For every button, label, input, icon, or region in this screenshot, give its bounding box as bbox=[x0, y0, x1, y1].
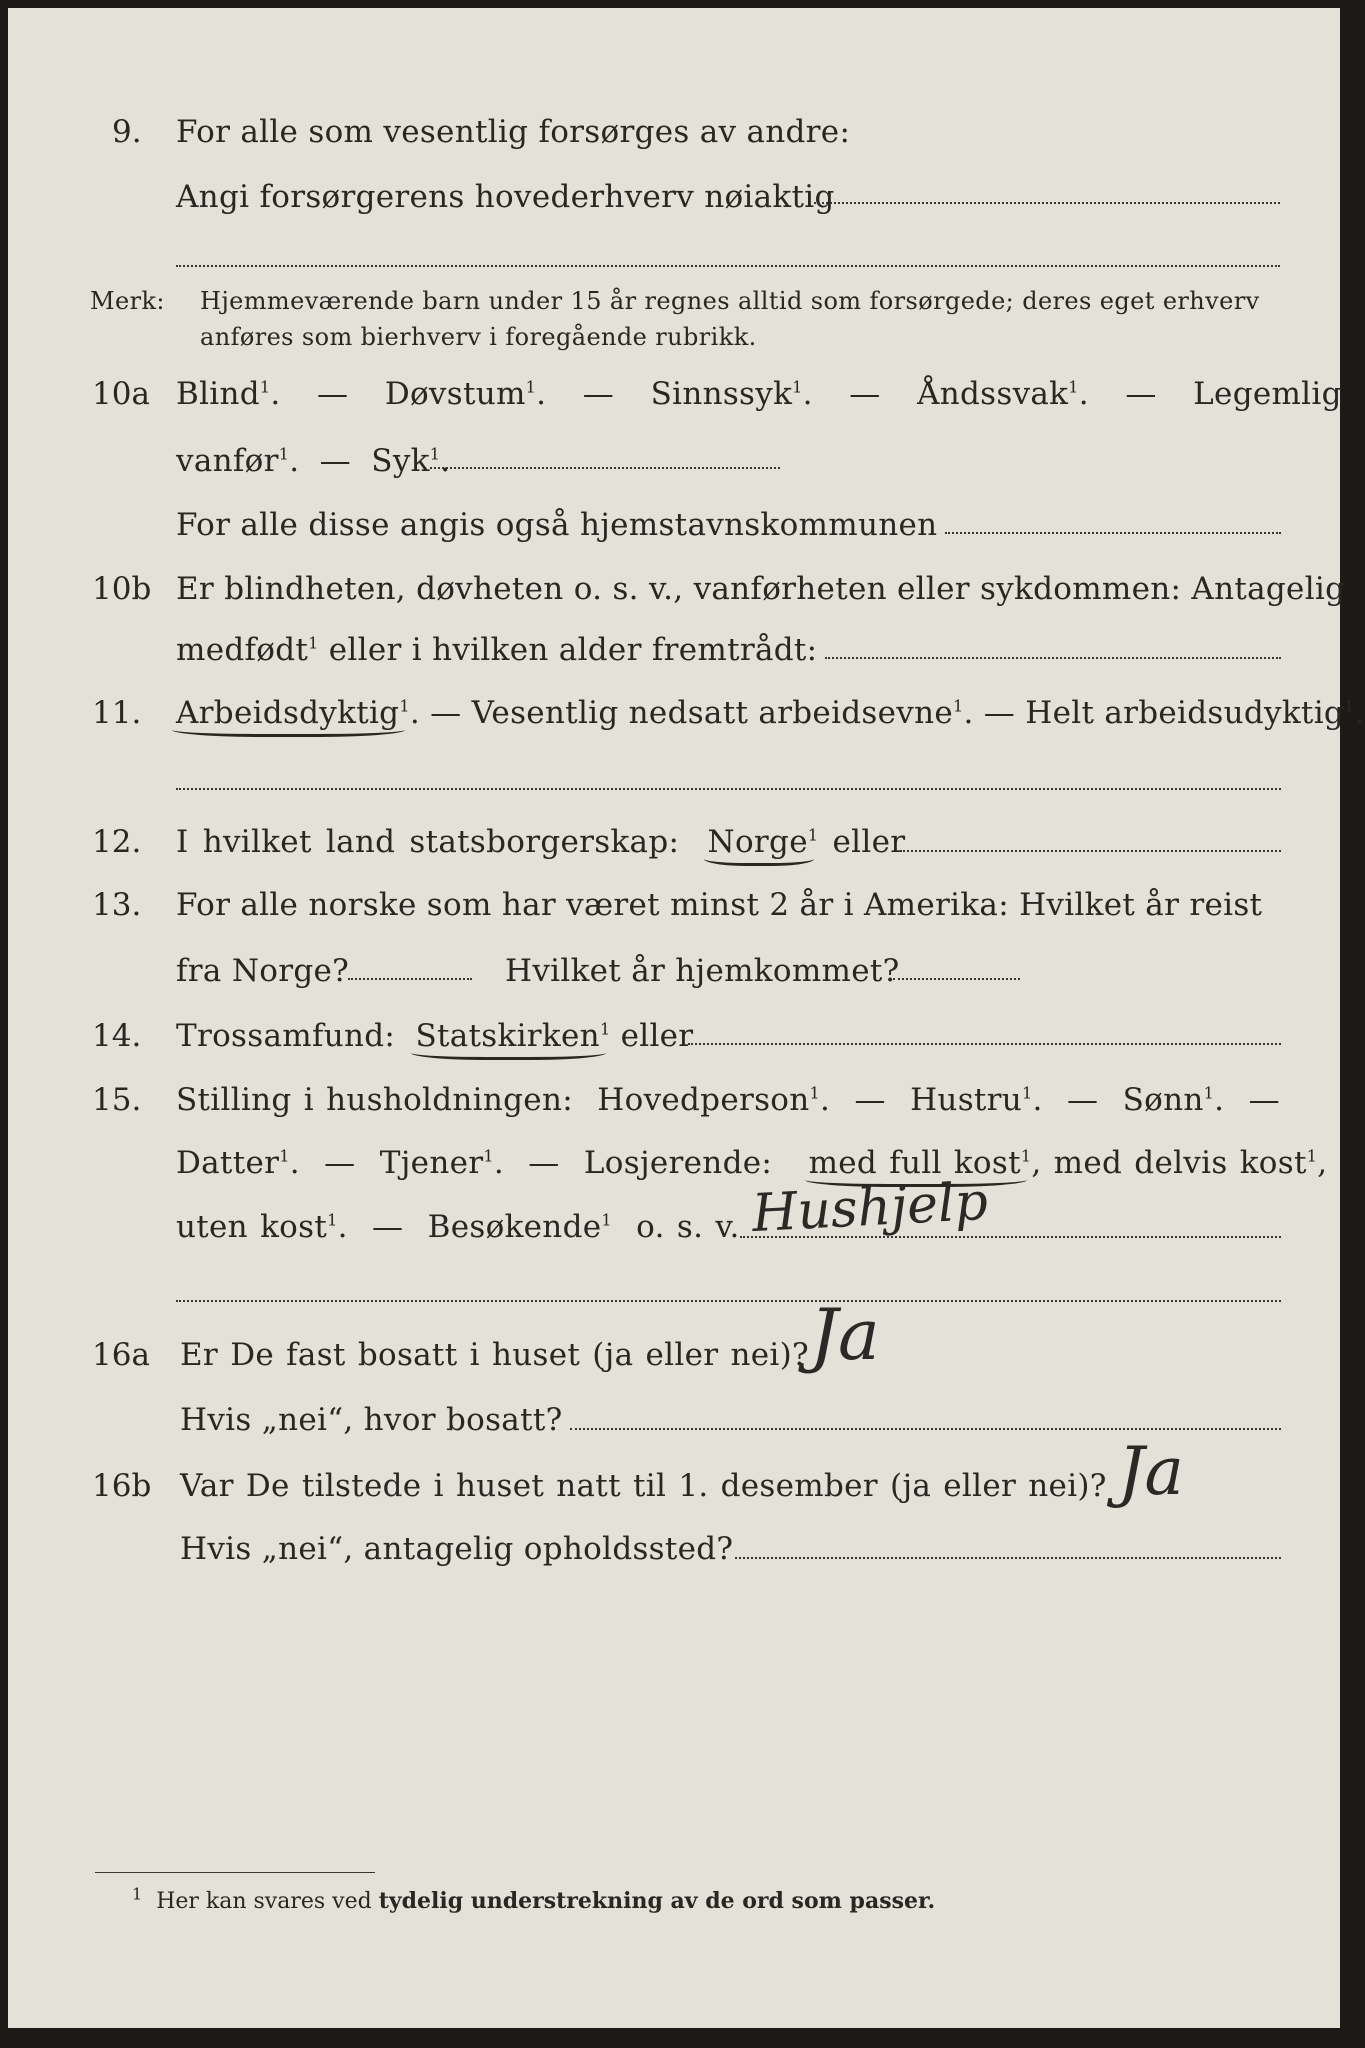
option-med-full-kost-selected[interactable]: med full kost bbox=[808, 1145, 1021, 1181]
q16b-number: 16b bbox=[92, 1468, 152, 1504]
q11-line: Arbeidsdyktig$^1$. — Vesentlig nedsatt arbeidsevne$^1$. — Helt arbeidsudyktig$^1$. bbox=[176, 695, 1365, 731]
q10b-line2: medfødt$^1$ eller i hvilken alder fremtrådt: bbox=[176, 632, 818, 668]
q12-answer-line bbox=[900, 850, 1281, 852]
q9-answer-line bbox=[814, 202, 1280, 204]
q16b-line1: Var De tilstede i huset natt til 1. desember (ja eller nei)? bbox=[180, 1468, 1107, 1504]
q13-number: 13. bbox=[92, 887, 142, 923]
q10b-number: 10b bbox=[92, 571, 152, 607]
q15-number: 15. bbox=[92, 1082, 142, 1118]
q15-line3: uten kost$^1$. — Besøkende$^1$ o. s. v. bbox=[176, 1209, 740, 1245]
option-syk[interactable]: Syk bbox=[371, 443, 430, 479]
merk-line1: Hjemmeværende barn under 15 år regnes alltid som forsørgede; deres eget erhverv bbox=[200, 287, 1260, 315]
q16a-number: 16a bbox=[92, 1337, 150, 1373]
q11-number: 11. bbox=[92, 695, 142, 731]
merk-label: Merk: bbox=[90, 287, 165, 315]
q16a-answer-line bbox=[570, 1428, 1281, 1430]
q10a-number: 10a bbox=[92, 376, 150, 412]
q9-answer-line-2 bbox=[176, 265, 1280, 267]
option-statskirken-selected[interactable]: Statskirken bbox=[415, 1018, 600, 1054]
q13-line2a: fra Norge? bbox=[176, 953, 350, 989]
option-vanfor[interactable]: vanfør bbox=[176, 443, 279, 479]
option-datter[interactable]: Datter bbox=[176, 1145, 280, 1181]
q14-answer-line bbox=[688, 1043, 1281, 1045]
q10b-line1: Er blindheten, døvheten o. s. v., vanførheten eller sykdommen: Antagelig bbox=[176, 571, 1346, 607]
option-uten-kost[interactable]: uten kost bbox=[176, 1209, 328, 1245]
q11-answer-line bbox=[176, 788, 1281, 790]
option-tjener[interactable]: Tjener bbox=[379, 1145, 484, 1181]
option-hustru[interactable]: Hustru bbox=[910, 1082, 1023, 1118]
option-andssvak[interactable]: Åndssvak bbox=[917, 376, 1069, 412]
option-medfodt[interactable]: medfødt bbox=[176, 632, 309, 668]
q12-number: 12. bbox=[92, 824, 142, 860]
option-norge-selected[interactable]: Norge bbox=[707, 824, 808, 860]
option-sinnssyk[interactable]: Sinnssyk bbox=[650, 376, 793, 412]
option-nedsatt[interactable]: Vesentlig nedsatt arbeidsevne bbox=[471, 695, 954, 731]
q10a-syk-line bbox=[430, 467, 780, 469]
footnote: $^1$ Her kan svares ved tydelig understrekning av de ord som passer. bbox=[132, 1884, 936, 1914]
option-med-delvis-kost[interactable]: med delvis kost bbox=[1053, 1145, 1307, 1181]
q10a-kommune-line bbox=[945, 532, 1281, 534]
q16b-handwritten-answer: Ja bbox=[1118, 1433, 1184, 1510]
q16a-line2: Hvis „nei“, hvor bosatt? bbox=[180, 1402, 563, 1438]
q13-hjemkommet-line bbox=[893, 978, 1020, 980]
option-legemlig[interactable]: Legemlig bbox=[1193, 376, 1342, 412]
option-dovstum[interactable]: Døvstum bbox=[384, 376, 526, 412]
q12-line: I hvilket land statsborgerskap: Norge$^1$ eller bbox=[176, 824, 906, 860]
q15-line2: Datter$^1$. — Tjener$^1$. — Losjerende: med full kost$^1$, med delvis kost$^1$, bbox=[176, 1145, 1328, 1181]
option-sonn[interactable]: Sønn bbox=[1122, 1082, 1204, 1118]
q10a-line2: vanfør$^1$. — Syk$^1$. bbox=[176, 443, 451, 479]
q9-line1: For alle som vesentlig forsørges av andre: bbox=[176, 114, 851, 150]
q14-line: Trossamfund: Statskirken$^1$ eller bbox=[176, 1018, 694, 1054]
q16b-line2: Hvis „nei“, antagelig opholdssted? bbox=[180, 1531, 734, 1567]
option-arbeidsdyktig-selected[interactable]: Arbeidsdyktig bbox=[176, 695, 400, 731]
option-besokende[interactable]: Besøkende bbox=[427, 1209, 602, 1245]
q10b-answer-line bbox=[825, 657, 1281, 659]
q10a-line1: Blind$^1$. — Døvstum$^1$. — Sinnssyk$^1$. — Åndssvak$^1$. — Legemlig bbox=[176, 376, 1342, 412]
q9-number: 9. bbox=[112, 114, 142, 150]
merk-line2: anføres som bierhverv i foregående rubrikk. bbox=[200, 323, 757, 351]
q9-line2: Angi forsørgerens hovederhverv nøiaktig bbox=[176, 179, 835, 215]
q13-line1: For alle norske som har været minst 2 år i Amerika: Hvilket år reist bbox=[176, 887, 1263, 923]
q16b-answer-line bbox=[735, 1557, 1281, 1559]
q13-reist-line bbox=[348, 978, 472, 980]
q15-handwritten-answer: Hushjelp bbox=[750, 1171, 990, 1245]
q15-answer-line-2 bbox=[176, 1300, 1281, 1302]
q13-line2b: Hvilket år hjemkommet? bbox=[505, 953, 900, 989]
q14-number: 14. bbox=[92, 1018, 142, 1054]
option-udyktig[interactable]: Helt arbeidsudyktig bbox=[1025, 695, 1345, 731]
q16a-handwritten-answer: Ja bbox=[810, 1294, 880, 1376]
q10a-line3: For alle disse angis også hjemstavnskommunen bbox=[176, 507, 938, 543]
q15-line1: Stilling i husholdningen: Hovedperson$^1$. — Hustru$^1$. — Sønn$^1$. — bbox=[176, 1082, 1280, 1118]
option-hovedperson[interactable]: Hovedperson bbox=[597, 1082, 810, 1118]
q16a-line1: Er De fast bosatt i huset (ja eller nei)? bbox=[180, 1337, 809, 1373]
option-blind[interactable]: Blind bbox=[176, 376, 260, 412]
footnote-rule bbox=[95, 1872, 375, 1873]
